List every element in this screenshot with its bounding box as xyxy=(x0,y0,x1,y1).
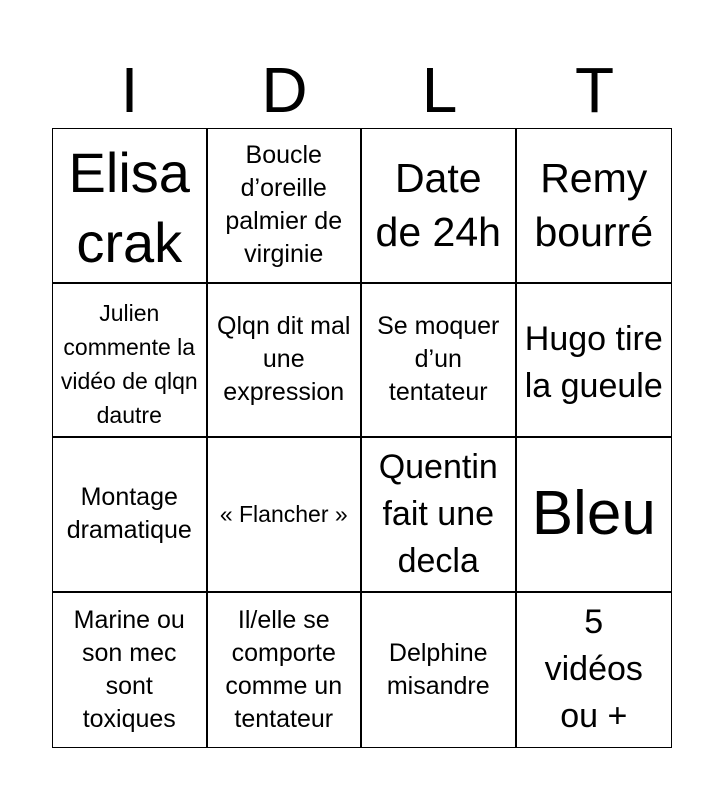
bingo-grid xyxy=(52,128,672,748)
cell-text: Marine ou son mec sont toxiques xyxy=(73,605,185,733)
cell-text: « Flancher » xyxy=(219,501,348,528)
bingo-cell[interactable] xyxy=(517,438,672,593)
cell-text: Bleu xyxy=(531,479,656,549)
bingo-cell[interactable] xyxy=(362,284,517,439)
bingo-cell[interactable] xyxy=(53,129,208,284)
cell-text: Date de 24h xyxy=(375,155,501,256)
cell-text: Il/elle se comporte comme un tentateur xyxy=(225,605,343,733)
bingo-cell[interactable] xyxy=(362,593,517,748)
bingo-cell[interactable] xyxy=(362,438,517,593)
bingo-cell[interactable] xyxy=(208,593,363,748)
cell-text: Qlqn dit mal une expression xyxy=(217,312,351,407)
cell-text: Quentin fait une decla xyxy=(378,447,498,580)
cell-text: Delphine misandre xyxy=(386,638,490,700)
header-letter-t: T xyxy=(574,54,615,126)
bingo-cell[interactable] xyxy=(208,438,363,593)
bingo-cell[interactable] xyxy=(53,593,208,748)
cell-text: Julien commente la vidéo de qlqn dautre xyxy=(60,299,198,428)
cell-text: 5 vidéos ou + xyxy=(544,603,643,736)
cell-text: Remy bourré xyxy=(534,155,653,256)
bingo-header xyxy=(52,52,672,128)
bingo-cell[interactable] xyxy=(53,284,208,439)
bingo-cell[interactable] xyxy=(208,129,363,284)
cell-text: Montage dramatique xyxy=(66,483,192,545)
cell-text: Hugo tire la gueule xyxy=(524,319,663,405)
bingo-cell[interactable] xyxy=(517,593,672,748)
cell-text: Elisa crak xyxy=(68,141,190,275)
header-letter-d: D xyxy=(261,54,308,126)
bingo-cell[interactable] xyxy=(208,284,363,439)
header-letter-l: L xyxy=(421,54,458,126)
bingo-cell[interactable] xyxy=(517,284,672,439)
cell-text: Se moquer d’un tentateur xyxy=(377,312,500,407)
bingo-cell[interactable] xyxy=(362,129,517,284)
bingo-cell[interactable] xyxy=(517,129,672,284)
header-letter-i: I xyxy=(120,54,139,126)
cell-text: Boucle d’oreille palmier de virginie xyxy=(225,141,343,269)
bingo-cell[interactable] xyxy=(53,438,208,593)
